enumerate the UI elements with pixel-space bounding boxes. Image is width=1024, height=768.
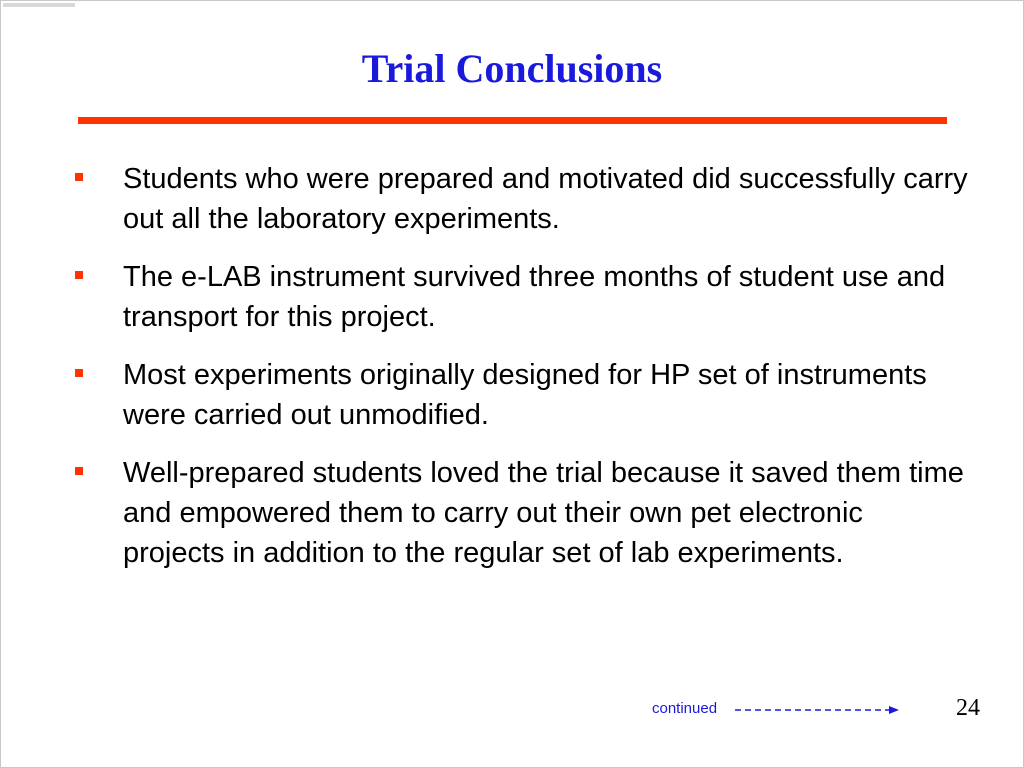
- page-number: 24: [956, 695, 980, 721]
- square-bullet-icon: [75, 369, 83, 377]
- continued-link[interactable]: continued: [652, 700, 718, 717]
- corner-mark: [3, 3, 75, 7]
- bullet-text: Most experiments originally designed for HP set of instruments were carried out unmodified.: [123, 359, 927, 431]
- square-bullet-icon: [75, 271, 83, 279]
- square-bullet-icon: [75, 173, 83, 181]
- slide-title: Trial Conclusions: [361, 46, 663, 91]
- bullet-item: [71, 159, 971, 239]
- bullet-text: Students who were prepared and motivated did successfully carry out all the laboratory experiments.: [123, 163, 968, 235]
- bullet-item: [71, 355, 971, 435]
- dashed-arrow-right-icon[interactable]: [733, 700, 901, 720]
- bullet-text: The e-LAB instrument survived three months of student use and transport for this project.: [123, 261, 946, 333]
- square-bullet-icon: [75, 467, 83, 475]
- bullet-item: [71, 453, 971, 573]
- bullet-item: [71, 257, 971, 337]
- bullet-list: [71, 159, 971, 591]
- bullet-text: Well-prepared students loved the trial because it saved them time and empowered them to carry out their own pet electronic projects in addition to the regular set of lab experiments.: [123, 457, 964, 569]
- title-underline: [78, 117, 947, 124]
